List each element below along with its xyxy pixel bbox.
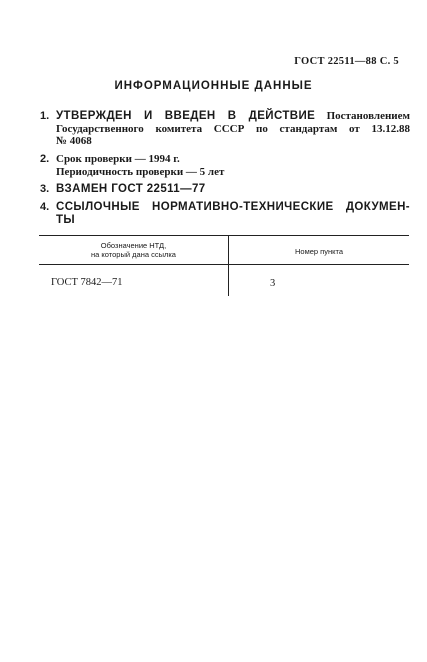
cell-point: 3 [270,278,276,289]
info-item-approved [40,110,410,148]
section-title: ИНФОРМАЦИОННЫЕ ДАННЫЕ [114,80,313,92]
item-heading: ТЫ [56,213,76,226]
item-heading: УТВЕРЖДЕН И ВВЕДЕН В ДЕЙСТВИЕ [56,110,316,122]
item-line [56,110,410,123]
table-row [39,265,409,295]
item-number: 2. [40,153,50,165]
item-text: Срок проверки — 1994 г. [56,153,180,165]
info-item-replaces [40,183,410,196]
item-text: № 4068 [56,135,92,147]
table-header [39,236,409,265]
item-heading: ССЫЛОЧНЫЕ НОРМАТИВНО-ТЕХНИЧЕСКИЕ ДОКУМЕН- [56,201,410,213]
header-point: Номер пункта [294,247,343,256]
item-number: 1. [40,110,50,122]
item-number: 3. [40,183,50,195]
item-heading: ВЗАМЕН ГОСТ 22511—77 [56,183,206,195]
item-text: Постановлением [326,110,411,122]
item-text: Государственного комитета СССР по стандартам от 13.12.88 [56,122,410,135]
item-text: Периодичность проверки — 5 лет [56,165,225,178]
page-header-ref: ГОСТ 22511—88 С. 5 [294,56,399,67]
header-ntd [39,242,228,259]
cell-ntd: ГОСТ 7842—71 [51,277,123,288]
header-ntd-line: на который дана ссылка [91,249,176,259]
item-number: 4. [40,201,50,213]
reference-table [39,235,409,295]
info-item-review [40,153,410,178]
header-ntd-line: Обозначение НТД, [100,241,167,250]
info-item-references [40,201,410,226]
